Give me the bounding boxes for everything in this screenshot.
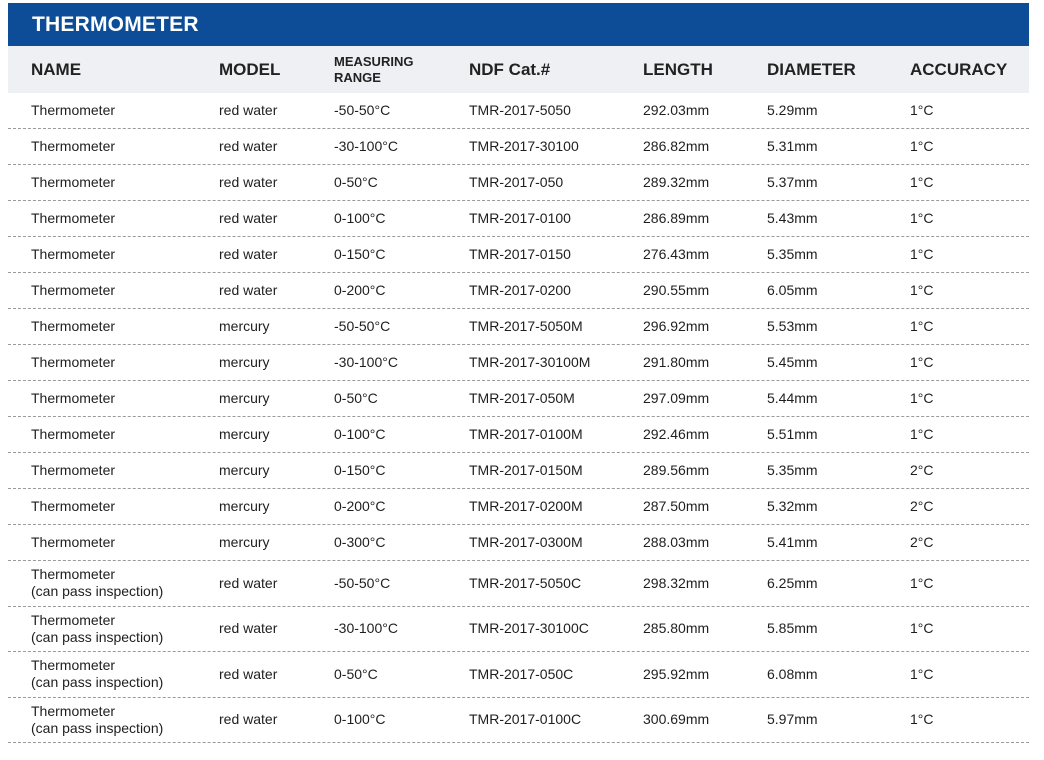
header-accuracy: ACCURACY xyxy=(910,59,1008,79)
cell-ndf-cat: TMR-2017-050M xyxy=(469,390,575,406)
cell-model: red water xyxy=(219,665,278,682)
cell-measuring-range: -30-100°C xyxy=(334,138,398,154)
cell-model: mercury xyxy=(219,390,270,406)
cell-length: 289.56mm xyxy=(643,462,710,478)
cell-measuring-range: 0-50°C xyxy=(334,390,378,406)
table-header xyxy=(8,46,1029,93)
cell-diameter: 5.29mm xyxy=(767,102,818,118)
cell-length: 288.03mm xyxy=(643,534,710,550)
cell-diameter: 5.35mm xyxy=(767,246,818,262)
cell-length: 286.82mm xyxy=(643,138,710,154)
cell-ndf-cat: TMR-2017-050 xyxy=(469,174,564,190)
cell-model: mercury xyxy=(219,318,270,334)
cell-accuracy: 1°C xyxy=(910,174,934,190)
cell-accuracy: 1°C xyxy=(910,665,934,682)
cell-accuracy: 1°C xyxy=(910,138,934,154)
cell-measuring-range: 0-200°C xyxy=(334,498,386,514)
cell-model: mercury xyxy=(219,462,270,478)
cell-measuring-range: 0-200°C xyxy=(334,282,386,298)
header-measuring-range: MEASURING RANGE xyxy=(334,53,414,85)
cell-measuring-range: -30-100°C xyxy=(334,354,398,370)
cell-model: red water xyxy=(219,138,278,154)
cell-diameter: 5.51mm xyxy=(767,426,818,442)
cell-length: 286.89mm xyxy=(643,210,710,226)
table-row xyxy=(8,129,1029,165)
cell-measuring-range: 0-100°C xyxy=(334,210,386,226)
cell-accuracy: 2°C xyxy=(910,534,934,550)
cell-length: 287.50mm xyxy=(643,498,710,514)
cell-ndf-cat: TMR-2017-050C xyxy=(469,665,574,682)
cell-measuring-range: -50-50°C xyxy=(334,318,391,334)
cell-ndf-cat: TMR-2017-0200M xyxy=(469,498,583,514)
header-model: MODEL xyxy=(219,59,281,79)
cell-diameter: 6.08mm xyxy=(767,665,818,682)
cell-measuring-range: 0-150°C xyxy=(334,246,386,262)
cell-diameter: 5.32mm xyxy=(767,498,818,514)
cell-ndf-cat: TMR-2017-5050M xyxy=(469,318,583,334)
table-row xyxy=(8,201,1029,237)
cell-ndf-cat: TMR-2017-0100 xyxy=(469,210,571,226)
cell-diameter: 5.85mm xyxy=(767,620,818,637)
cell-length: 291.80mm xyxy=(643,354,710,370)
cell-accuracy: 1°C xyxy=(910,426,934,442)
table-row xyxy=(8,345,1029,381)
product-table xyxy=(8,3,1029,743)
cell-diameter: 5.41mm xyxy=(767,534,818,550)
cell-length: 285.80mm xyxy=(643,620,710,637)
cell-length: 292.03mm xyxy=(643,102,710,118)
cell-model: red water xyxy=(219,210,278,226)
cell-model: red water xyxy=(219,102,278,118)
cell-length: 296.92mm xyxy=(643,318,710,334)
cell-ndf-cat: TMR-2017-30100 xyxy=(469,138,579,154)
cell-length: 290.55mm xyxy=(643,282,710,298)
cell-model: red water xyxy=(219,574,278,591)
cell-diameter: 5.44mm xyxy=(767,390,818,406)
table-row xyxy=(8,607,1029,653)
cell-name: Thermometer (can pass inspection) xyxy=(31,611,164,645)
cell-measuring-range: 0-150°C xyxy=(334,462,386,478)
cell-name: Thermometer xyxy=(31,174,116,190)
cell-diameter: 5.97mm xyxy=(767,711,818,728)
cell-measuring-range: -50-50°C xyxy=(334,102,391,118)
header-diameter: DIAMETER xyxy=(767,59,856,79)
cell-name: Thermometer xyxy=(31,534,116,550)
table-row xyxy=(8,417,1029,453)
table-row xyxy=(8,525,1029,561)
cell-name: Thermometer (can pass inspection) xyxy=(31,702,164,736)
cell-name: Thermometer xyxy=(31,210,116,226)
cell-diameter: 5.37mm xyxy=(767,174,818,190)
table-row xyxy=(8,489,1029,525)
cell-measuring-range: -50-50°C xyxy=(334,574,391,591)
table-row xyxy=(8,309,1029,345)
cell-model: mercury xyxy=(219,354,270,370)
cell-model: red water xyxy=(219,282,278,298)
cell-diameter: 5.53mm xyxy=(767,318,818,334)
table-row xyxy=(8,237,1029,273)
cell-name: Thermometer xyxy=(31,354,116,370)
table-row xyxy=(8,93,1029,129)
cell-ndf-cat: TMR-2017-30100C xyxy=(469,620,589,637)
cell-ndf-cat: TMR-2017-5050C xyxy=(469,574,582,591)
cell-ndf-cat: TMR-2017-30100M xyxy=(469,354,591,370)
cell-model: mercury xyxy=(219,426,270,442)
cell-length: 292.46mm xyxy=(643,426,710,442)
table-row xyxy=(8,698,1029,744)
cell-model: red water xyxy=(219,711,278,728)
header-length: LENGTH xyxy=(643,59,713,79)
cell-name: Thermometer (can pass inspection) xyxy=(31,566,164,600)
table-row xyxy=(8,561,1029,607)
cell-accuracy: 1°C xyxy=(910,102,934,118)
cell-diameter: 5.43mm xyxy=(767,210,818,226)
cell-accuracy: 1°C xyxy=(910,210,934,226)
cell-ndf-cat: TMR-2017-5050 xyxy=(469,102,571,118)
cell-measuring-range: -30-100°C xyxy=(334,620,398,637)
cell-accuracy: 1°C xyxy=(910,620,934,637)
cell-measuring-range: 0-50°C xyxy=(334,665,378,682)
cell-name: Thermometer xyxy=(31,390,116,406)
table-row xyxy=(8,273,1029,309)
cell-accuracy: 1°C xyxy=(910,711,934,728)
table-row xyxy=(8,165,1029,201)
cell-diameter: 6.25mm xyxy=(767,574,818,591)
cell-accuracy: 1°C xyxy=(910,574,934,591)
cell-length: 289.32mm xyxy=(643,174,710,190)
cell-measuring-range: 0-100°C xyxy=(334,711,386,728)
cell-measuring-range: 0-50°C xyxy=(334,174,378,190)
cell-model: mercury xyxy=(219,498,270,514)
cell-diameter: 6.05mm xyxy=(767,282,818,298)
cell-name: Thermometer xyxy=(31,246,116,262)
cell-model: red water xyxy=(219,174,278,190)
cell-name: Thermometer xyxy=(31,462,116,478)
cell-model: red water xyxy=(219,246,278,262)
cell-name: Thermometer xyxy=(31,102,116,118)
cell-length: 300.69mm xyxy=(643,711,710,728)
table-row xyxy=(8,381,1029,417)
cell-length: 297.09mm xyxy=(643,390,710,406)
cell-accuracy: 1°C xyxy=(910,282,934,298)
cell-accuracy: 1°C xyxy=(910,246,934,262)
cell-measuring-range: 0-300°C xyxy=(334,534,386,550)
cell-model: mercury xyxy=(219,534,270,550)
cell-measuring-range: 0-100°C xyxy=(334,426,386,442)
cell-ndf-cat: TMR-2017-0150M xyxy=(469,462,583,478)
table-row xyxy=(8,453,1029,489)
cell-accuracy: 1°C xyxy=(910,390,934,406)
cell-accuracy: 1°C xyxy=(910,318,934,334)
cell-accuracy: 2°C xyxy=(910,462,934,478)
cell-ndf-cat: TMR-2017-0100M xyxy=(469,426,583,442)
cell-length: 298.32mm xyxy=(643,574,710,591)
cell-name: Thermometer xyxy=(31,426,116,442)
cell-ndf-cat: TMR-2017-0150 xyxy=(469,246,571,262)
cell-name: Thermometer (can pass inspection) xyxy=(31,657,164,691)
cell-diameter: 5.45mm xyxy=(767,354,818,370)
cell-accuracy: 1°C xyxy=(910,354,934,370)
cell-name: Thermometer xyxy=(31,282,116,298)
table-title: THERMOMETER xyxy=(8,3,1029,46)
cell-name: Thermometer xyxy=(31,318,116,334)
cell-name: Thermometer xyxy=(31,138,116,154)
table-row xyxy=(8,652,1029,698)
cell-length: 295.92mm xyxy=(643,665,710,682)
cell-accuracy: 2°C xyxy=(910,498,934,514)
cell-ndf-cat: TMR-2017-0300M xyxy=(469,534,583,550)
header-ndf-cat: NDF Cat.# xyxy=(469,59,551,79)
cell-ndf-cat: TMR-2017-0100C xyxy=(469,711,582,728)
header-name: NAME xyxy=(31,59,82,79)
cell-ndf-cat: TMR-2017-0200 xyxy=(469,282,571,298)
cell-diameter: 5.31mm xyxy=(767,138,818,154)
cell-name: Thermometer xyxy=(31,498,116,514)
cell-model: red water xyxy=(219,620,278,637)
cell-diameter: 5.35mm xyxy=(767,462,818,478)
table-body xyxy=(8,93,1029,743)
cell-length: 276.43mm xyxy=(643,246,710,262)
